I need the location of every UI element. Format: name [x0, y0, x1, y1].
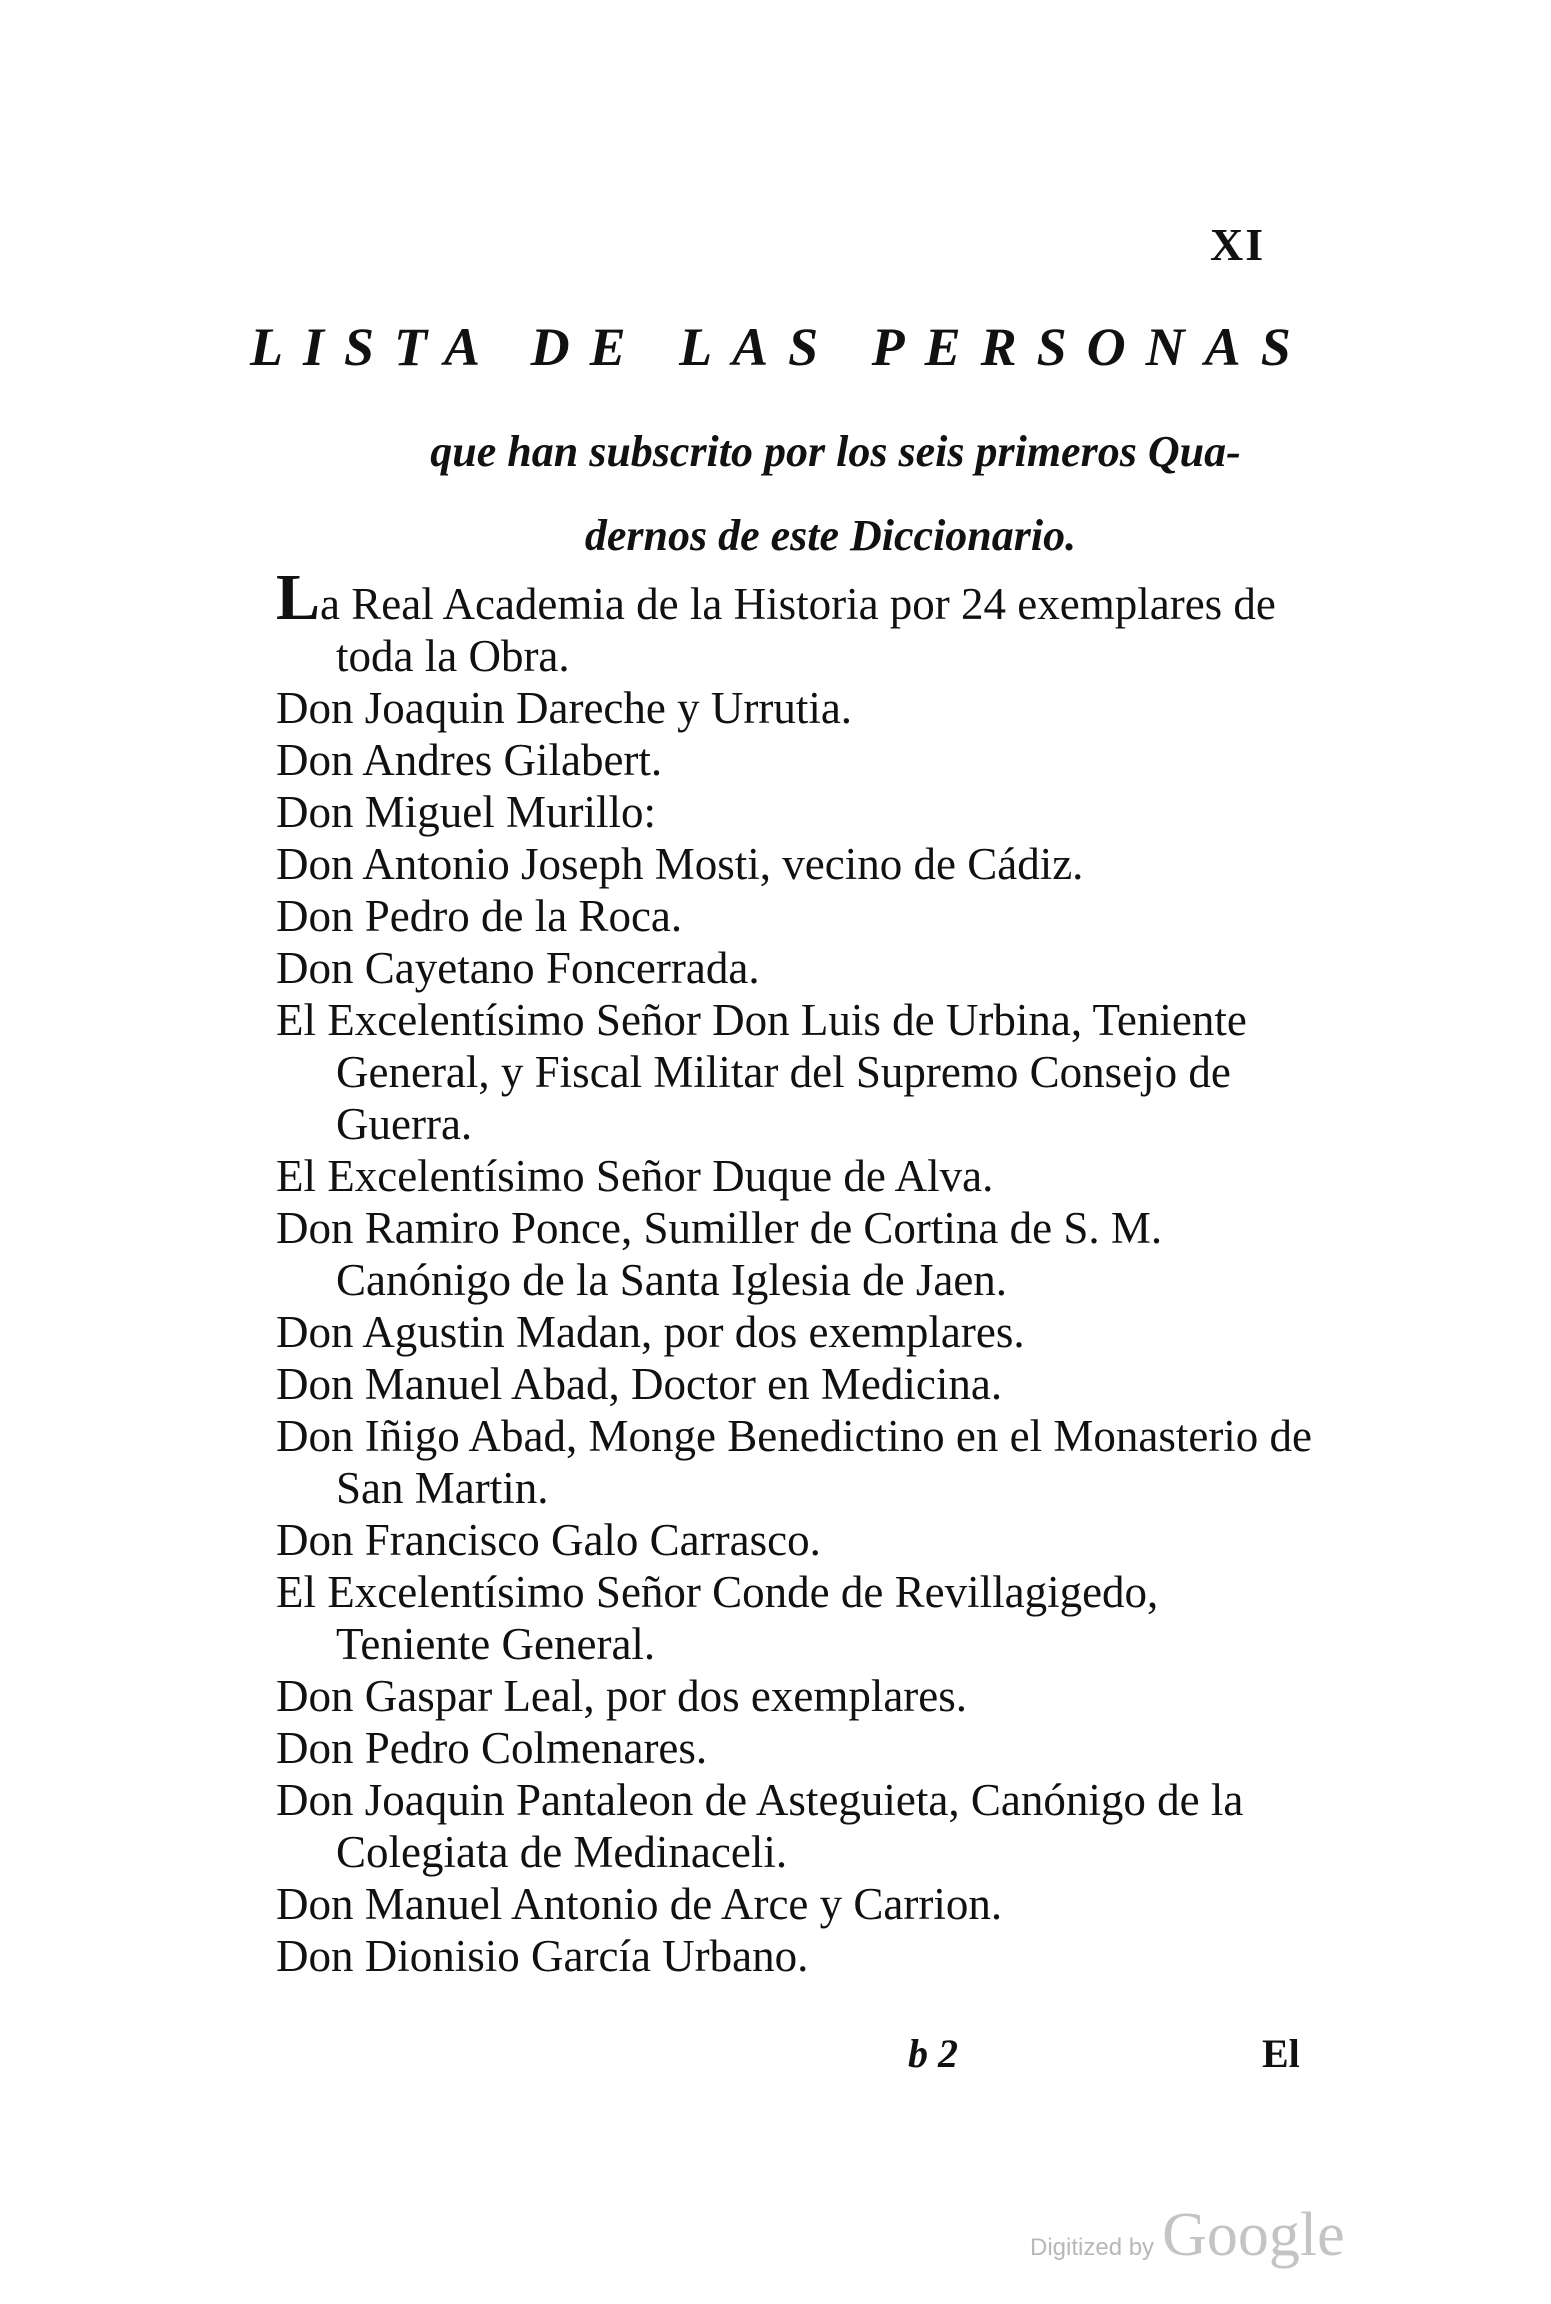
list-item: Don Cayetano Foncerrada.	[276, 943, 760, 993]
list-item: Don Agustin Madan, por dos exemplares.	[276, 1307, 1025, 1357]
list-item: El Excelentísimo Señor Duque de Alva.	[276, 1151, 994, 1201]
list-item: Don Pedro de la Roca.	[276, 891, 683, 941]
list-item: Don Ramiro Ponce, Sumiller de Cortina de S. M. Canónigo de la Santa Iglesia de Jaen.	[276, 1203, 1163, 1305]
list-item: Don Andres Gilabert.	[276, 735, 663, 785]
list-item: El Excelentísimo Señor Don Luis de Urbina, Teniente General, y Fiscal Militar del Supremo Consejo de Guerra.	[276, 995, 1247, 1149]
subtitle-line-1: que han subscrito por los seis primeros Qua-	[430, 427, 1241, 476]
page-number: XI	[1210, 219, 1266, 270]
list-item: Don Antonio Joseph Mosti, vecino de Cádiz.	[276, 839, 1084, 889]
catchword: El	[1262, 2031, 1300, 2076]
list-item: Don Manuel Abad, Doctor en Medicina.	[276, 1359, 1003, 1409]
digitized-watermark	[1030, 2200, 1345, 2271]
page-subtitle	[0, 410, 1551, 578]
list-item: Don Joaquin Pantaleon de Asteguieta, Canónigo de la Colegiata de Medinaceli.	[276, 1775, 1244, 1877]
list-item: Don Miguel Murillo:	[276, 787, 656, 837]
page-title: LISTA DE LAS PERSONAS	[250, 317, 1311, 377]
list-item: Don Pedro Colmenares.	[276, 1723, 708, 1773]
google-logo: Google	[1162, 2201, 1345, 2269]
list-item: Don Francisco Galo Carrasco.	[276, 1515, 821, 1565]
list-item: Don Joaquin Dareche y Urrutia.	[276, 683, 853, 733]
subscriber-list	[276, 561, 1316, 1982]
list-item: El Excelentísimo Señor Conde de Revillagigedo, Teniente General.	[276, 1567, 1159, 1669]
watermark-prefix: Digitized by	[1030, 2234, 1155, 2261]
list-item: Don Manuel Antonio de Arce y Carrion.	[276, 1879, 1003, 1929]
signature-mark: b 2	[908, 2031, 958, 2076]
list-item	[276, 561, 1316, 682]
subtitle-line-2: dernos de este Diccionario.	[584, 511, 1077, 560]
entry-text: a Real Academia de la Historia por 24 exemplares de toda la Obra.	[320, 579, 1276, 681]
drop-cap: L	[276, 561, 321, 634]
list-item: Don Dionisio García Urbano.	[276, 1931, 809, 1981]
list-item: Don Gaspar Leal, por dos exemplares.	[276, 1671, 968, 1721]
list-item: Don Iñigo Abad, Monge Benedictino en el Monasterio de San Martin.	[276, 1411, 1313, 1513]
